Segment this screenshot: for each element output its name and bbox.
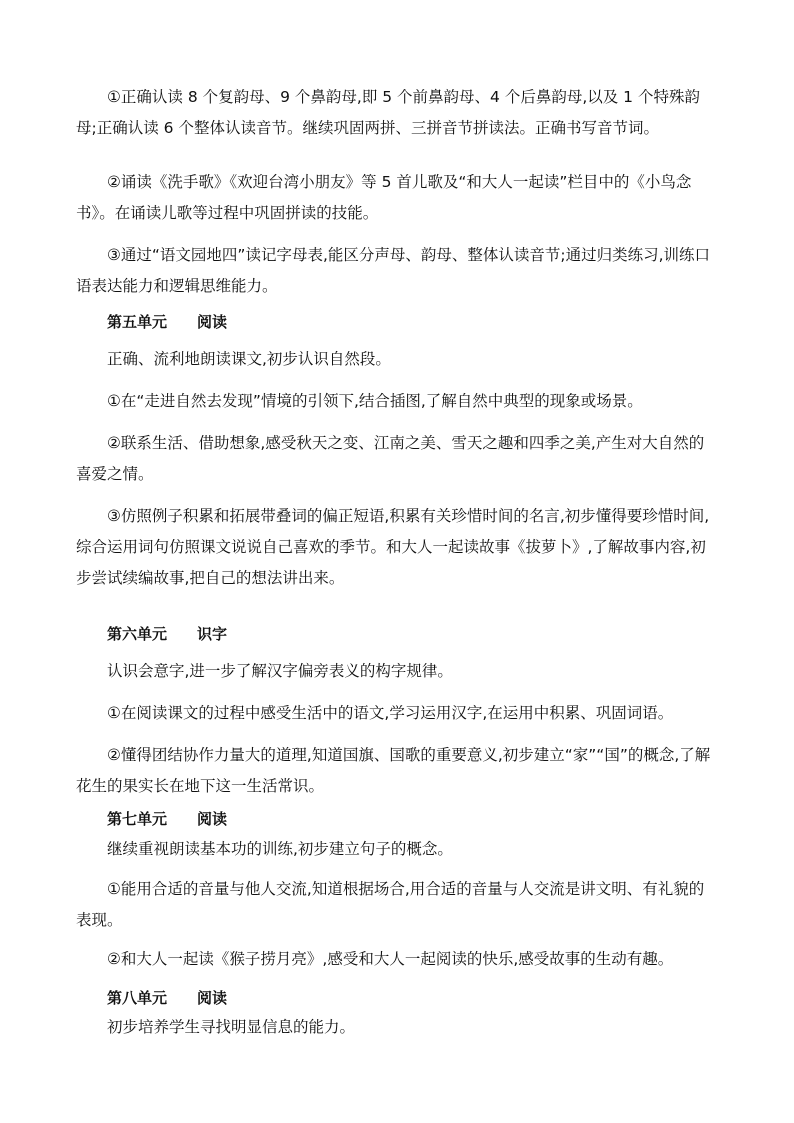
unit-eight-intro: 初步培养学生寻找明显信息的能力。 — [107, 1018, 356, 1036]
unit-six-intro: 认识会意字,进一步了解汉字偏旁表义的构字规律。 — [107, 662, 453, 680]
unit-five-item-3: ③仿照例子积累和拓展带叠词的偏正短语,积累有关珍惜时间的名言,初步懂得要珍惜时间,综合运用词句仿照课文说说自己喜欢的季节。和大人一起读故事《拔萝卜》,了解故事内容,初步尝试续编故事,把自己的想法讲出来。 — [76, 507, 710, 587]
unit-seven-heading — [107, 807, 227, 831]
unit-type: 阅读 — [197, 810, 228, 828]
unit-label: 第七单元 — [107, 810, 168, 828]
unit-five-item-2: ②联系生活、借助想象,感受秋天之变、江南之美、雪天之趣和四季之美,产生对大自然的喜爱之情。 — [76, 434, 705, 483]
unit-type: 识字 — [197, 625, 228, 643]
unit-five-intro: 正确、流利地朗读课文,初步认识自然段。 — [107, 350, 391, 368]
paragraph-pinyin-finals: ①正确认读 8 个复韵母、9 个鼻韵母,即 5 个前鼻韵母、4 个后鼻韵母,以及 1 个特殊韵母;正确认读 6 个整体认读音节。继续巩固两拼、三拼音节拼读法。正确书写音节词。 — [76, 88, 700, 137]
unit-five-item-1: ①在“走进自然去发现”情境的引领下,结合插图,了解自然中典型的现象或场景。 — [107, 392, 643, 410]
unit-seven-item-2: ②和大人一起读《猴子捞月亮》,感受和大人一起阅读的快乐,感受故事的生动有趣。 — [107, 950, 674, 968]
unit-label: 第八单元 — [107, 989, 168, 1007]
unit-label: 第五单元 — [107, 313, 168, 331]
unit-five-heading — [107, 310, 227, 334]
unit-six-heading — [107, 622, 227, 646]
unit-seven-intro: 继续重视朗读基本功的训练,初步建立句子的概念。 — [107, 840, 453, 858]
paragraph-alphabet: ③通过“语文园地四”读记字母表,能区分声母、韵母、整体认读音节;通过归类练习,训练口语表达能力和逻辑思维能力。 — [76, 246, 711, 295]
paragraph-recite-songs: ②诵读《洗手歌》《欢迎台湾小朋友》等 5 首儿歌及“和大人一起读”栏目中的《小鸟念书》。在诵读儿歌等过程中巩固拼读的技能。 — [76, 173, 692, 222]
unit-seven-item-1: ①能用合适的音量与他人交流,知道根据场合,用合适的音量与人交流是讲文明、有礼貌的表现。 — [76, 880, 705, 929]
unit-eight-heading — [107, 986, 227, 1010]
unit-six-item-2: ②懂得团结协作力量大的道理,知道国旗、国歌的重要意义,初步建立“家”“国”的概念,了解花生的果实长在地下这一生活常识。 — [76, 746, 711, 795]
unit-type: 阅读 — [197, 313, 228, 331]
unit-type: 阅读 — [197, 989, 228, 1007]
unit-label: 第六单元 — [107, 625, 168, 643]
unit-six-item-1: ①在阅读课文的过程中感受生活中的语文,学习运用汉字,在运用中积累、巩固词语。 — [107, 704, 674, 722]
